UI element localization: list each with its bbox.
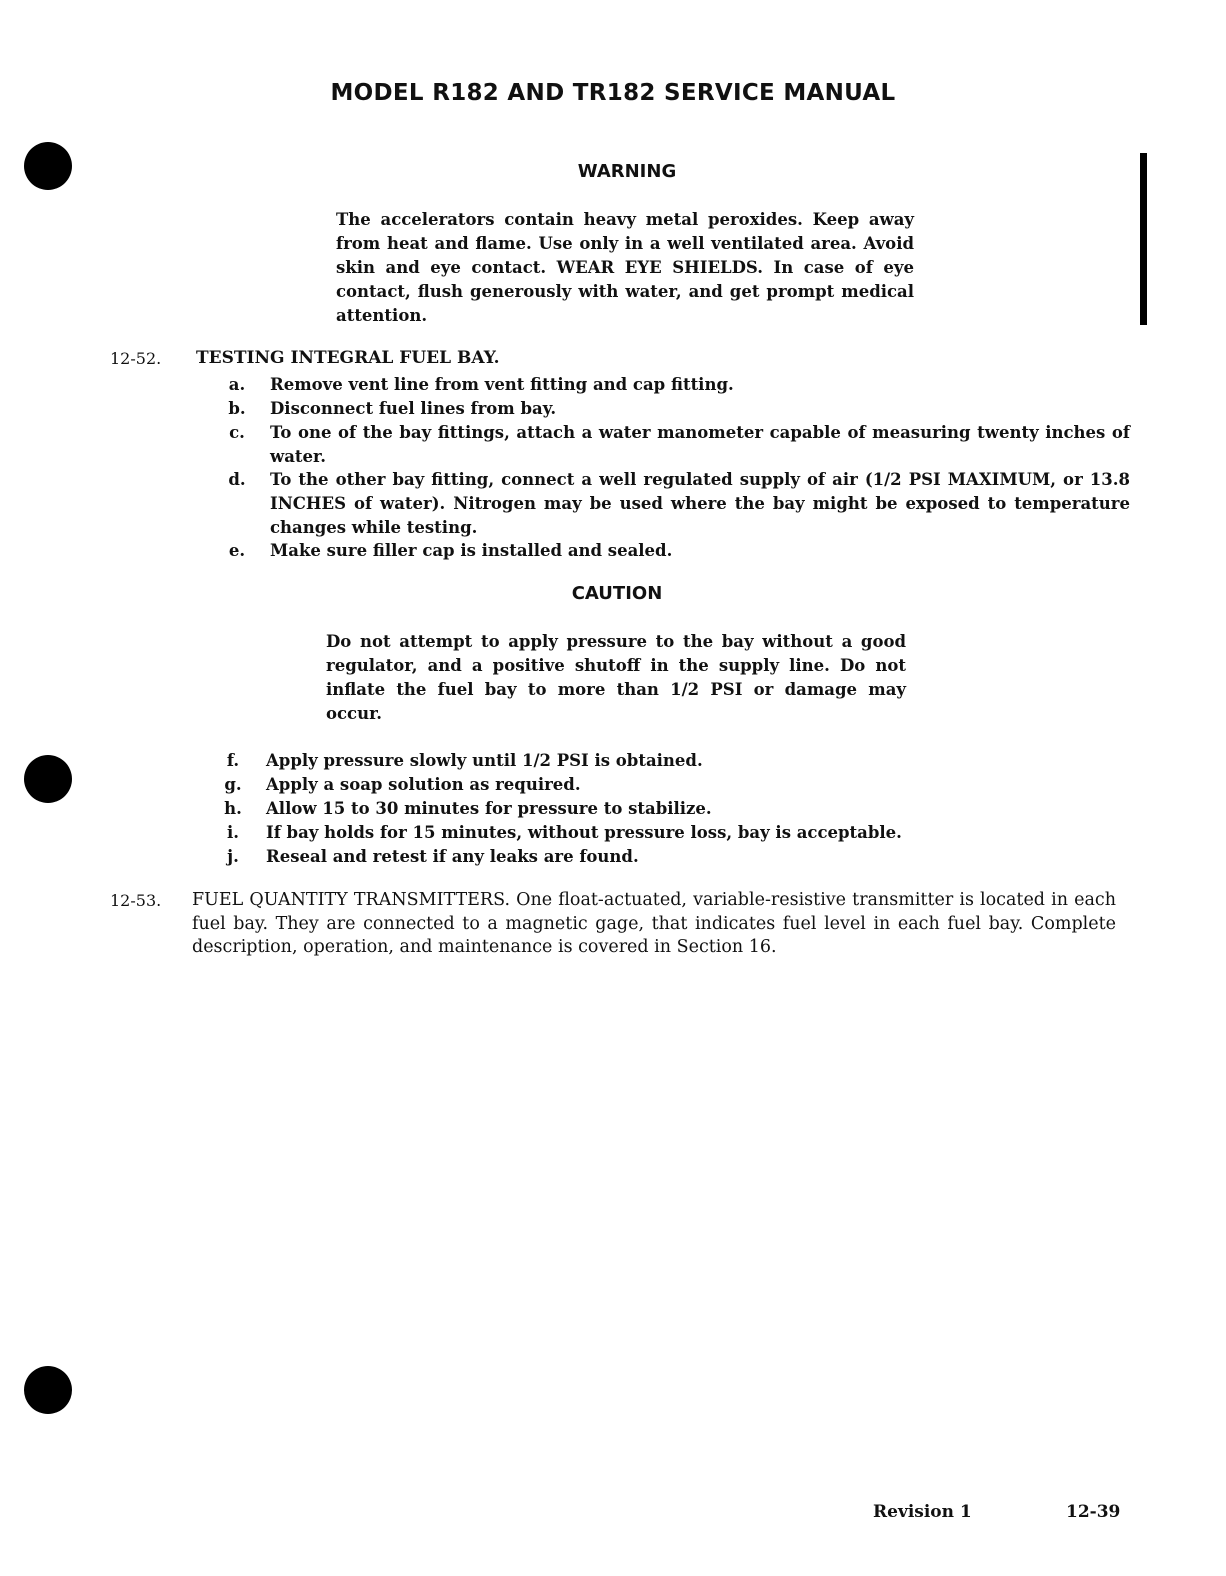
list-item [0,821,1226,845]
list-item [0,397,1226,421]
list-item-text: To the other bay fitting, connect a well regulated supply of air (1/2 PSI MAXIMUM, or 13.8 INCHES of water). Nitrogen may be used where the bay might be exposed to temperature changes while testing. [270,470,1130,537]
list-item-letter: d. [228,470,246,489]
list-item [0,373,1226,397]
page-title: MODEL R182 AND TR182 SERVICE MANUAL [330,80,896,106]
list-item-letter: c. [229,423,245,442]
caution-heading: CAUTION [571,583,663,604]
section-paragraph: FUEL QUANTITY TRANSMITTERS. One float-actuated, variable-resistive transmitter is located in each fuel bay. They are connected to a magnetic gage, that indicates fuel level in each fuel bay. Complete description, operation, and maintenance is covered in Section 16. [192,890,1116,957]
list-item-letter: f. [226,751,240,770]
list-item-letter: g. [224,775,242,794]
list-item-text: Allow 15 to 30 minutes for pressure to stabilize. [266,799,712,818]
list-item [0,773,1226,797]
list-item-text: Reseal and retest if any leaks are found. [266,847,639,866]
list-item-text: To one of the bay fittings, attach a water manometer capable of measuring twenty inches of water. [270,423,1130,466]
list-item-letter: h. [224,799,242,818]
warning-heading: WARNING [577,161,677,182]
list-item-letter: i. [226,823,239,842]
revision-bar [1140,153,1147,325]
binder-hole-bottom [24,1366,72,1414]
revision-label: Revision 1 [873,1502,972,1522]
warning-text: The accelerators contain heavy metal peroxides. Keep away from heat and flame. Use only in a well ventilated area. Avoid skin and eye contact. WEAR EYE SHIELDS. In case of eye contact, flush generously with water, and get prompt medical attention. [336,210,914,325]
caution-text: Do not attempt to apply pressure to the bay without a good regulator, and a positive shutoff in the supply line. Do not inflate the fuel bay to more than 1/2 PSI or damage may occur. [326,632,906,723]
list-item [0,797,1226,821]
binder-hole-top [24,142,72,190]
list-item-letter: a. [228,375,246,394]
list-item-text: Remove vent line from vent fitting and cap fitting. [270,375,734,394]
section-number: 12-52. [110,349,162,368]
list-item-text: Make sure filler cap is installed and sealed. [270,541,673,560]
section-number: 12-53. [110,891,162,910]
list-item-text: If bay holds for 15 minutes, without pressure loss, bay is acceptable. [266,823,902,842]
section-heading: TESTING INTEGRAL FUEL BAY. [196,348,500,368]
list-item-text: Disconnect fuel lines from bay. [270,399,557,418]
list-item [0,749,1226,773]
list-item [0,845,1226,869]
page-number: 12-39 [1066,1502,1121,1522]
list-item-letter: e. [228,541,246,560]
list-item [0,539,1226,563]
list-item [0,421,1226,469]
list-item-text: Apply a soap solution as required. [266,775,581,794]
list-item [0,468,1226,540]
list-item-letter: j. [227,847,239,866]
list-item-letter: b. [228,399,246,418]
list-item-text: Apply pressure slowly until 1/2 PSI is obtained. [266,751,703,770]
